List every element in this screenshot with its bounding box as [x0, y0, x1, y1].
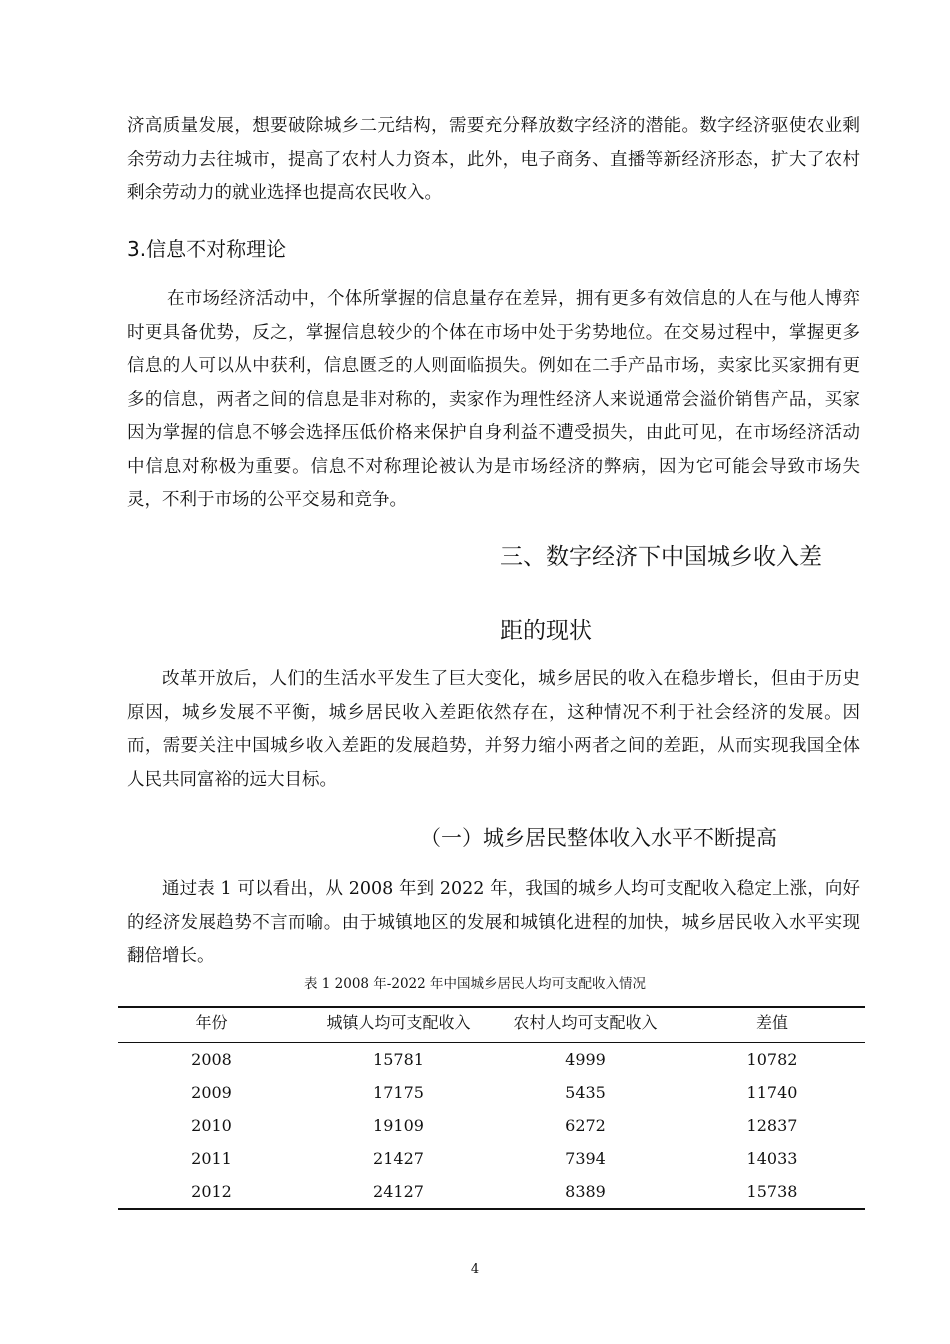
- header-year: 年份: [195, 1013, 228, 1032]
- cell-urban: 15781: [373, 1050, 424, 1069]
- table-row: [118, 1043, 865, 1077]
- cell-diff: 10782: [746, 1050, 798, 1069]
- paragraph-continuation: 济高质量发展，想要破除城乡二元结构，需要充分释放数字经济的潜能。数字经济驱使农业剩余劳动力去往城市，提高了农村人力资本，此外，电子商务、直播等新经济形态，扩大了农村剩余劳动力的就业选择也提高农民收入。: [127, 116, 860, 203]
- paragraph-information-asymmetry: 在市场经济活动中，个体所掌握的信息量存在差异，拥有更多有效信息的人在与他人博弈时更具备优势，反之，掌握信息较少的个体在市场中处于劣势地位。在交易过程中，掌握更多信息的人可以从中获利，信息匮乏的人则面临损失。例如在二手产品市场，卖家比买家拥有更多的信息，两者之间的信息是非对称的，卖家作为理性经济人来说通常会溢价销售产品，买家因为掌握的信息不够会选择压低价格来保护自身利益不遭受损失，由此可见，在市场经济活动中信息对称极为重要。信息不对称理论被认为是市场经济的弊病，因为它可能会导致市场失灵，不利于市场的公平交易和竞争。: [127, 289, 860, 510]
- table-header-row: [118, 1007, 865, 1043]
- table-row: [118, 1175, 865, 1209]
- page-number: 4: [470, 1262, 480, 1277]
- cell-diff: 15738: [746, 1182, 798, 1201]
- cell-rural: 4999: [565, 1050, 606, 1069]
- subsection-heading-income-rising: （一）城乡居民整体收入水平不断提高: [420, 826, 777, 850]
- cell-diff: 12837: [746, 1116, 798, 1135]
- cell-year: 2008: [191, 1050, 232, 1069]
- cell-year: 2012: [191, 1182, 232, 1201]
- cell-rural: 7394: [565, 1149, 606, 1168]
- cell-urban: 21427: [373, 1149, 424, 1168]
- section-heading-information-asymmetry: 3.信息不对称理论: [127, 237, 287, 261]
- cell-urban: 24127: [373, 1182, 424, 1201]
- chapter-title-line-1: 三、数字经济下中国城乡收入差: [500, 544, 822, 570]
- income-table: [118, 1006, 865, 1210]
- table-caption: 表 1 2008 年-2022 年中国城乡居民人均可支配收入情况: [303, 976, 647, 992]
- table-row: [118, 1109, 865, 1142]
- cell-diff: 11740: [746, 1083, 798, 1102]
- cell-year: 2011: [191, 1149, 232, 1168]
- table-row: [118, 1142, 865, 1175]
- header-difference: 差值: [755, 1013, 788, 1032]
- paragraph-reform-intro: 改革开放后，人们的生活水平发生了巨大变化，城乡居民的收入在稳步增长，但由于历史原因，城乡发展不平衡，城乡居民收入差距依然存在，这种情况不利于社会经济的发展。因而，需要关注中国城乡收入差距的发展趋势，并努力缩小两者之间的差距，从而实现我国全体人民共同富裕的远大目标。: [127, 669, 860, 790]
- cell-diff: 14033: [746, 1149, 798, 1168]
- chapter-title-line-2: 距的现状: [500, 618, 592, 644]
- cell-rural: 6272: [565, 1116, 606, 1135]
- cell-rural: 5435: [565, 1083, 606, 1102]
- cell-rural: 8389: [565, 1182, 606, 1201]
- cell-urban: 19109: [373, 1116, 424, 1135]
- table-row: [118, 1076, 865, 1109]
- header-urban-income: 城镇人均可支配收入: [326, 1013, 471, 1032]
- paragraph-table-reference: 通过表 1 可以看出，从 2008 年到 2022 年，我国的城乡人均可支配收入稳定上涨，向好的经济发展趋势不言而喻。由于城镇地区的发展和城镇化进程的加快，城乡居民收入水平实现翻倍增长。: [127, 879, 860, 966]
- header-rural-income: 农村人均可支配收入: [513, 1013, 658, 1032]
- cell-year: 2010: [191, 1116, 232, 1135]
- cell-urban: 17175: [373, 1083, 424, 1102]
- cell-year: 2009: [191, 1083, 232, 1102]
